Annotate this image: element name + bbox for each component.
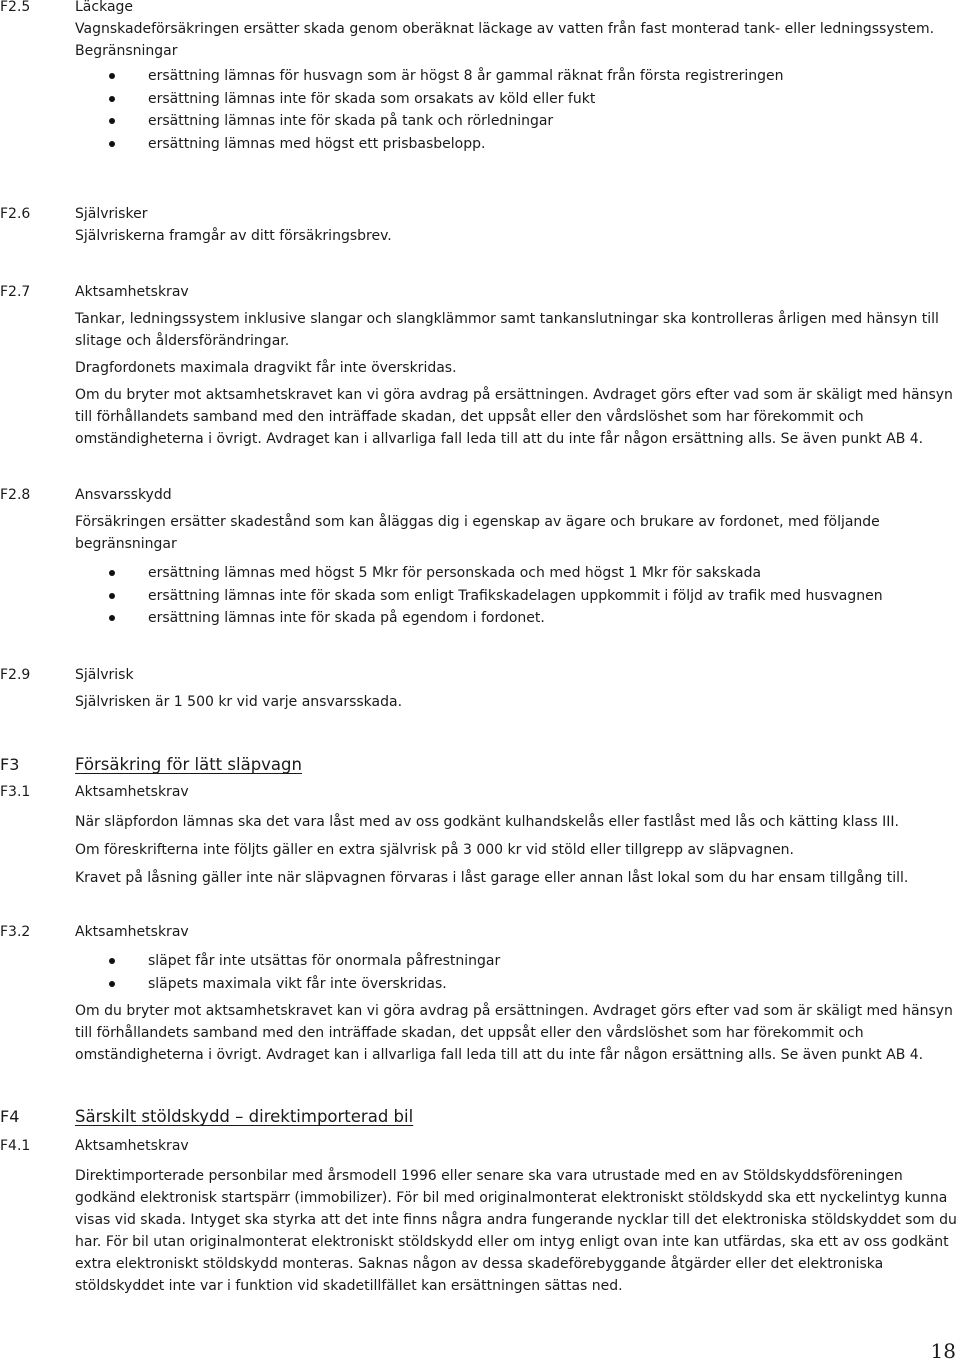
section-content <box>75 203 960 247</box>
section-heading: Ansvarsskydd <box>75 487 172 503</box>
section-number: F2.8 <box>0 487 31 503</box>
chapter-number: F4 <box>0 1107 20 1126</box>
section-heading: Aktsamhetskrav <box>75 1138 189 1154</box>
paragraph: Självriskerna framgår av ditt försäkringsbrev. <box>75 228 392 244</box>
chapter-title: Särskilt stöldskydd – direktimporterad bil <box>75 1107 414 1126</box>
list-item: ersättning lämnas med högst 5 Mkr för personskada och med högst 1 Mkr för sakskada <box>75 562 960 585</box>
section-content <box>75 664 960 713</box>
section-content <box>75 781 960 889</box>
section-number: F3.2 <box>0 924 31 940</box>
paragraph: Om du bryter mot aktsamhetskravet kan vi göra avdrag på ersättningen. Avdraget görs efter vad som är skäligt med hänsyn till förhållandets samband med den inträffade skadan, det uppsåt eller den vårdslöshet som har förekommit och omständigheterna i övrigt. Avdraget kan i allvarliga fall leda till att du inte får någon ersättning alls. Se även punkt AB 4. <box>75 387 953 447</box>
bullet-list <box>75 65 960 155</box>
paragraph: Tankar, ledningssystem inklusive slangar och slangklämmor samt tankanslutningar ska kontrolleras årligen med hänsyn till slitage och åldersförändringar. <box>75 311 939 349</box>
list-item: ersättning lämnas med högst ett prisbasbelopp. <box>75 133 960 156</box>
section-heading: Läckage <box>75 0 134 15</box>
section-content <box>75 281 960 450</box>
paragraph: Självrisken är 1 500 kr vid varje ansvarsskada. <box>75 694 403 710</box>
paragraph: Om du bryter mot aktsamhetskravet kan vi göra avdrag på ersättningen. Avdraget görs efter vad som är skäligt med hänsyn till förhållandets samband med den inträffade skadan, det uppsåt eller den vårdslöshet som har förekommit och omständigheterna i övrigt. Avdraget kan i allvarliga fall leda till att du inte får någon ersättning alls. Se även punkt AB 4. <box>75 1003 953 1063</box>
section-content <box>75 0 960 155</box>
section-heading: Självrisk <box>75 667 134 683</box>
list-item: ersättning lämnas inte för skada som orsakats av köld eller fukt <box>75 88 960 111</box>
chapter-content <box>75 1106 960 1128</box>
list-item: ersättning lämnas inte för skada på egendom i fordonet. <box>75 607 960 630</box>
section-number: F3.1 <box>0 784 31 800</box>
section-number: F4.1 <box>0 1138 31 1154</box>
bullet-list <box>75 950 960 995</box>
section-content <box>75 1135 960 1297</box>
paragraph: Dragfordonets maximala dragvikt får inte överskridas. <box>75 360 457 376</box>
paragraph: Vagnskadeförsäkringen ersätter skada genom oberäknat läckage av vatten från fast monterad tank- eller ledningssystem. <box>75 21 935 37</box>
list-item: ersättning lämnas inte för skada som enligt Trafikskadelagen uppkommit i följd av trafik med husvagnen <box>75 585 960 608</box>
list-item: släpet får inte utsättas för onormala påfrestningar <box>75 950 960 973</box>
chapter-title: Försäkring för lätt släpvagn <box>75 755 302 774</box>
section-heading: Aktsamhetskrav <box>75 924 189 940</box>
section-number: F2.7 <box>0 284 31 300</box>
page-number: 18 <box>930 1339 956 1363</box>
paragraph: Om föreskrifterna inte följts gäller en extra självrisk på 3 000 kr vid stöld eller tillgrepp av släpvagnen. <box>75 842 795 858</box>
paragraph: Direktimporterade personbilar med årsmodell 1996 eller senare ska vara utrustade med en av Stöldskyddsföreningen godkänd elektronisk startspärr (immobilizer). För bil med originalmonterat elektroniskt stöldskydd ska ett nyckelintyg kunna visas vid skada. Intyget ska styrka att det inte finns några andra fungerande nycklar till det elektroniska stöldskyddet som du har. För bil utan originalmonterat elektroniskt stöldskydd eller om intyg enligt ovan inte kan utfärdas, ska ett av oss godkänt extra elektroniskt stöldskydd monteras. Saknas någon av dessa skadeförebyggande åtgärder eller det elektroniska stöldskyddet inte var i funktion vid skadetillfället kan ersättningen sättas ned. <box>75 1168 957 1294</box>
section-number: F2.9 <box>0 667 31 683</box>
section-content <box>75 484 960 630</box>
list-item: ersättning lämnas inte för skada på tank och rörledningar <box>75 110 960 133</box>
section-number: F2.6 <box>0 206 31 222</box>
limits-label: Begränsningar <box>75 43 178 59</box>
bullet-list <box>75 562 960 630</box>
list-item: ersättning lämnas för husvagn som är högst 8 år gammal räknat från första registreringen <box>75 65 960 88</box>
list-item: släpets maximala vikt får inte överskridas. <box>75 973 960 996</box>
section-heading: Aktsamhetskrav <box>75 284 189 300</box>
chapter-content <box>75 754 960 776</box>
paragraph: När släpfordon lämnas ska det vara låst med av oss godkänt kulhandskelås eller fastlåst med lås och kätting klass III. <box>75 814 900 830</box>
section-content <box>75 921 960 1066</box>
section-number: F2.5 <box>0 0 31 15</box>
section-heading: Aktsamhetskrav <box>75 784 189 800</box>
section-heading: Självrisker <box>75 206 148 222</box>
paragraph: Försäkringen ersätter skadestånd som kan åläggas dig i egenskap av ägare och brukare av fordonet, med följande begränsningar <box>75 514 880 552</box>
chapter-number: F3 <box>0 755 20 774</box>
paragraph: Kravet på låsning gäller inte när släpvagnen förvaras i låst garage eller annan låst lokal som du har ensam tillgång till. <box>75 870 909 886</box>
